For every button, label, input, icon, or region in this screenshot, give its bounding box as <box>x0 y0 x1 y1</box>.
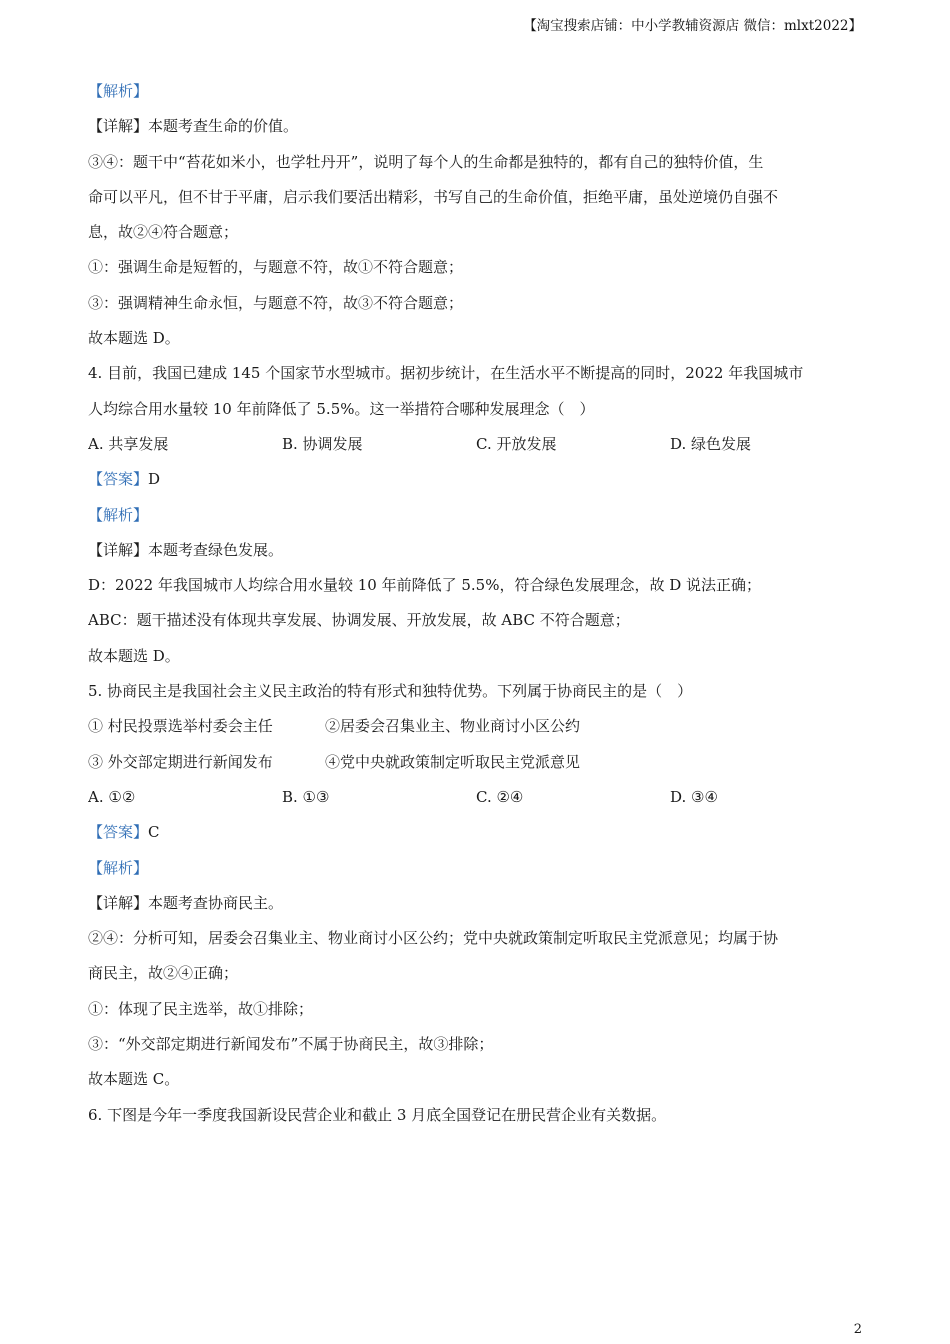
page-number: 2 <box>853 1322 862 1337</box>
q4-jiexi-label: 【解析】 <box>88 505 149 524</box>
q5-item-1: ① 村民投票选举村委会主任 <box>88 717 273 736</box>
q5-option-c: C. ②④ <box>476 787 524 806</box>
q4-option-a: A. 共享发展 <box>88 434 169 453</box>
q3-paragraph-3: ③：强调精神生命永恒，与题意不符，故③不符合题意； <box>88 293 464 312</box>
answer-tag: 【答案】 <box>88 470 149 489</box>
q6-stem: 6. 下图是今年一季度我国新设民营企业和截止 3 月底全国登记在册民营企业有关数据。 <box>88 1105 667 1124</box>
q5-jiexi-label: 【解析】 <box>88 858 149 877</box>
q5-options <box>88 780 860 815</box>
xiangjie-tag: 【详解】 <box>88 117 149 136</box>
q4-stem-line-2: 人均综合用水量较 10 年前降低了 5.5%。这一举措符合哪种发展理念（ ） <box>88 399 595 418</box>
answer-value: D <box>148 470 161 489</box>
answer-tag: 【答案】 <box>88 823 149 842</box>
q5-stem: 5. 协商民主是我国社会主义民主政治的特有形式和独特优势。下列属于协商民主的是（ ） <box>88 682 693 701</box>
q5-item-2: ②居委会召集业主、物业商讨小区公约 <box>325 717 581 736</box>
q4-paragraph-2: ABC：题干描述没有体现共享发展、协调发展、开放发展，故 ABC 不符合题意； <box>88 611 630 630</box>
q5-items-row-2 <box>88 745 860 780</box>
q5-conclusion: 故本题选 C。 <box>88 1070 180 1089</box>
q3-conclusion: 故本题选 D。 <box>88 329 180 348</box>
xiangjie-text: 本题考查绿色发展。 <box>148 540 284 559</box>
q4-stem-line-1: 4. 目前，我国已建成 145 个国家节水型城市。据初步统计，在生活水平不断提高的同时，2022 年我国城市 <box>88 364 804 383</box>
q5-paragraph-2: ①：体现了民主选举，故①排除； <box>88 999 314 1018</box>
q4-option-b: B. 协调发展 <box>282 434 363 453</box>
q3-paragraph-1-line-2: 命可以平凡，但不甘于平庸，启示我们要活出精彩，书写自己的生命价值，拒绝平庸，虽处逆境仍自强不 <box>88 187 779 206</box>
q5-items-row-1 <box>88 709 860 744</box>
q5-option-b: B. ①③ <box>282 787 330 806</box>
q4-paragraph-1: D：2022 年我国城市人均综合用水量较 10 年前降低了 5.5%，符合绿色发展理念，故 D 说法正确； <box>88 576 762 595</box>
answer-value: C <box>148 823 160 842</box>
q5-option-a: A. ①② <box>88 787 136 806</box>
q5-paragraph-1-line-2: 商民主，故②④正确； <box>88 964 239 983</box>
page-header: 【淘宝搜索店铺：中小学教辅资源店 微信：mlxt2022】 <box>523 18 862 34</box>
q5-item-3: ③ 外交部定期进行新闻发布 <box>88 752 273 771</box>
xiangjie-tag: 【详解】 <box>88 540 149 559</box>
q4-conclusion: 故本题选 D。 <box>88 646 180 665</box>
q4-options <box>88 427 860 462</box>
document-body <box>88 74 860 1133</box>
q5-answer <box>88 815 860 850</box>
q5-xiangjie <box>88 886 860 921</box>
q5-option-d: D. ③④ <box>670 787 718 806</box>
q4-xiangjie <box>88 533 860 568</box>
q5-item-4: ④党中央就政策制定听取民主党派意见 <box>325 752 581 771</box>
q3-paragraph-1-line-1: ③④：题干中“苔花如米小，也学牡丹开”，说明了每个人的生命都是独特的，都有自己的独特价值，生 <box>88 152 764 171</box>
q3-paragraph-1-line-3: 息，故②④符合题意； <box>88 223 239 242</box>
q3-jiexi-label: 【解析】 <box>88 82 149 100</box>
q4-option-c: C. 开放发展 <box>476 434 557 453</box>
xiangjie-text: 本题考查生命的价值。 <box>148 117 299 136</box>
q4-answer <box>88 462 860 497</box>
xiangjie-text: 本题考查协商民主。 <box>148 893 284 912</box>
q3-xiangjie <box>88 109 860 144</box>
xiangjie-tag: 【详解】 <box>88 893 149 912</box>
q5-paragraph-3: ③：“外交部定期进行新闻发布”不属于协商民主，故③排除； <box>88 1035 494 1054</box>
q4-option-d: D. 绿色发展 <box>670 434 752 453</box>
q3-paragraph-2: ①：强调生命是短暂的，与题意不符，故①不符合题意； <box>88 258 464 277</box>
q5-paragraph-1-line-1: ②④：分析可知，居委会召集业主、物业商讨小区公约；党中央就政策制定听取民主党派意见；均属于协 <box>88 929 779 948</box>
